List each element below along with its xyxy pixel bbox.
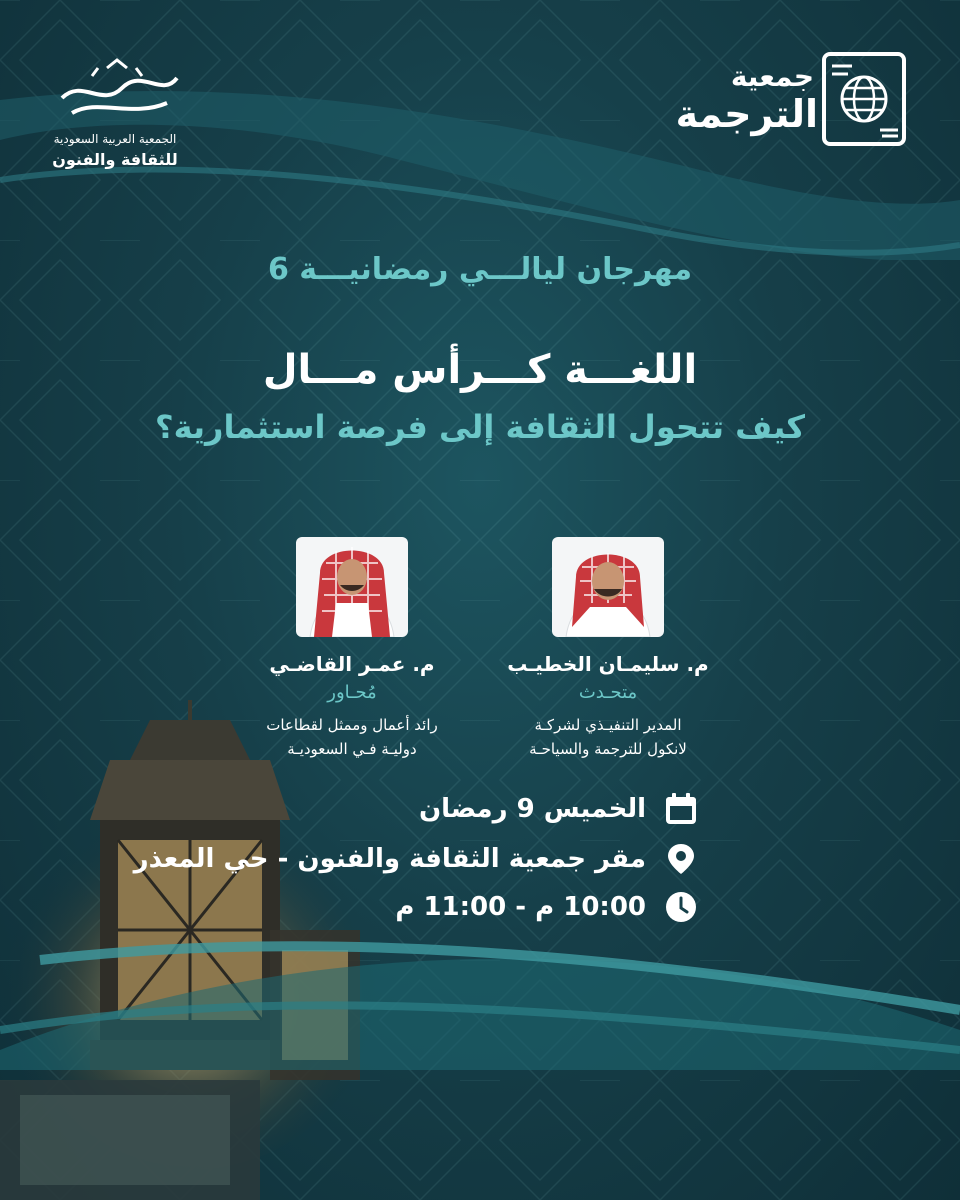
event-time: 10:00 م - 11:00 م	[395, 892, 646, 922]
event-title: اللغـــة كـــرأس مـــال	[262, 347, 698, 393]
moderator-photo	[296, 537, 408, 637]
bottom-wave	[0, 930, 960, 1070]
speaker-desc-line2: لانكول للترجمة والسياحـة	[529, 740, 687, 758]
speaker-description	[458, 713, 758, 761]
event-location-row	[134, 842, 698, 876]
moderator-description	[202, 713, 502, 761]
moderator-desc-line1: رائد أعمال وممثل لقطاعات	[266, 716, 438, 734]
moderator-portrait-icon	[296, 537, 408, 637]
culture-arts-society-logo	[40, 58, 200, 168]
moderator-card	[202, 652, 502, 761]
translation-logo-line1: جمعية	[730, 60, 814, 93]
culture-logo-line2: للثقافة والفنون	[52, 150, 178, 169]
calendar-icon	[664, 792, 698, 826]
event-location: مقر جمعية الثقافة والفنون - حي المعذر	[133, 844, 646, 874]
moderator-role: مُحـاور	[327, 682, 377, 703]
speaker-desc-line1: المدير التنفيـذي لشركـة	[534, 716, 682, 734]
globe-document-icon	[822, 52, 906, 146]
translation-society-logo	[666, 52, 906, 148]
speaker-card	[458, 652, 758, 761]
event-date: الخميس 9 رمضان	[418, 794, 646, 824]
event-subtitle: كيف تتحول الثقافة إلى فرصة استثمارية؟	[155, 408, 805, 446]
speaker-portrait-icon	[552, 537, 664, 637]
speaker-photo	[552, 537, 664, 637]
culture-logo-line1: الجمعية العربية السعودية	[53, 132, 177, 146]
speaker-name: م. سليمـان الخطيـب	[507, 652, 709, 676]
festival-title: مهرجان ليالـــي رمضانيـــة 6	[267, 252, 693, 287]
moderator-desc-line2: دوليـة فـي السعوديـة	[287, 740, 417, 758]
translation-logo-line2: الترجمة	[675, 92, 818, 136]
clock-icon	[664, 890, 698, 924]
event-time-row	[395, 890, 698, 924]
location-pin-icon	[664, 842, 698, 876]
speaker-role: متحـدث	[578, 682, 638, 703]
calligraphy-emblem-icon	[52, 58, 182, 124]
moderator-name: م. عمـر القاضـي	[269, 652, 435, 676]
event-date-row	[419, 792, 698, 826]
